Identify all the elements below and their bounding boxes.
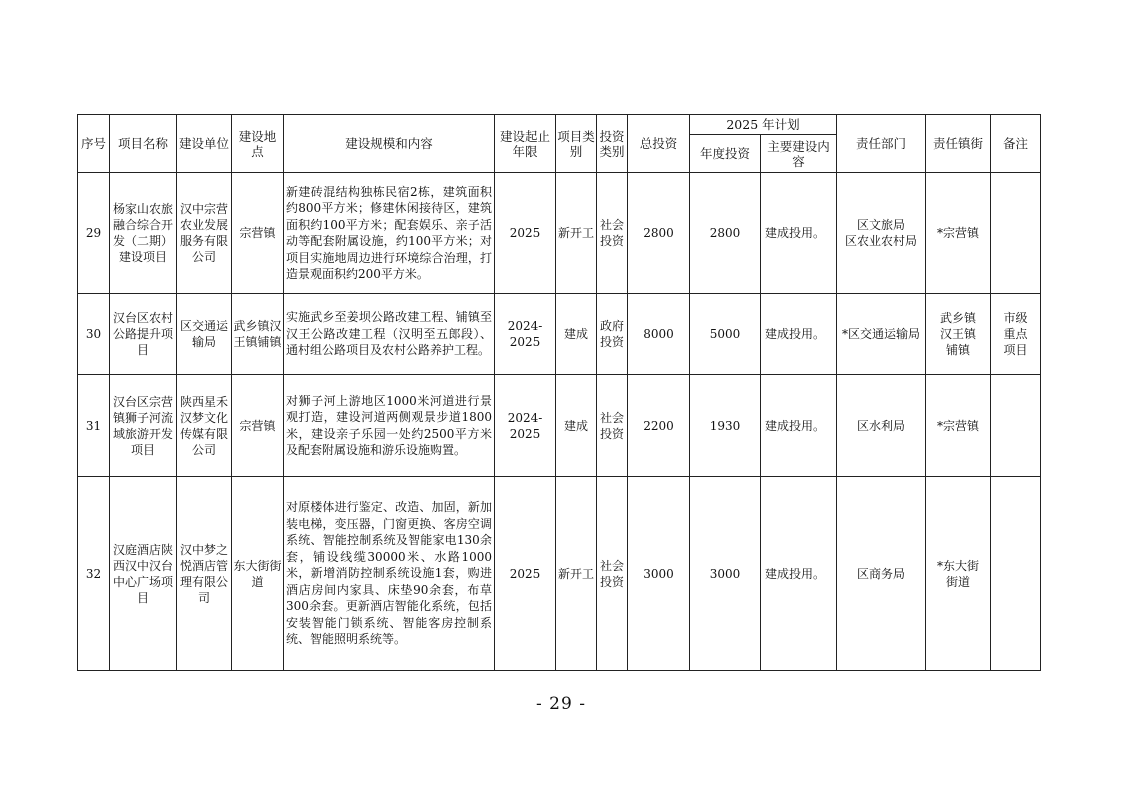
cell-main-content: 建成投用。 xyxy=(761,477,837,671)
header-scope: 建设规模和内容 xyxy=(284,115,495,173)
cell-period: 2025 xyxy=(495,173,556,294)
table-row xyxy=(78,294,1041,375)
cell-invest-type: 社会投资 xyxy=(597,375,628,477)
cell-dept: 区商务局 xyxy=(837,477,926,671)
cell-scope: 对狮子河上游地区1000米河道进行景观打造，建设河道两侧观景步道1800米，建设亲子乐园一处约2500平方米及配套附属设施和游乐设施购置。 xyxy=(284,375,495,477)
cell-category: 新开工 xyxy=(556,173,597,294)
cell-annual: 2800 xyxy=(690,173,761,294)
cell-location: 宗营镇 xyxy=(232,375,284,477)
cell-invest-type: 社会投资 xyxy=(597,477,628,671)
cell-remark xyxy=(991,173,1041,294)
header-unit: 建设单位 xyxy=(177,115,232,173)
page-number: - 29 - xyxy=(536,694,586,714)
cell-invest-type: 社会投资 xyxy=(597,173,628,294)
header-main-content: 主要建设内容 xyxy=(761,135,837,173)
header-invest-type: 投资类别 xyxy=(597,115,628,173)
header-total: 总投资 xyxy=(628,115,690,173)
header-remark: 备注 xyxy=(991,115,1041,173)
cell-seq: 31 xyxy=(78,375,110,477)
cell-annual: 3000 xyxy=(690,477,761,671)
cell-unit: 汉中梦之悦酒店管理有限公司 xyxy=(177,477,232,671)
cell-location: 武乡镇汉王镇铺镇 xyxy=(232,294,284,375)
cell-dept: 区文旅局 区农业农村局 xyxy=(837,173,926,294)
cell-street: *宗营镇 xyxy=(926,173,991,294)
project-table xyxy=(77,114,1041,671)
cell-street: *东大街 街道 xyxy=(926,477,991,671)
header-name: 项目名称 xyxy=(110,115,177,173)
header-annual: 年度投资 xyxy=(690,135,761,173)
table-row xyxy=(78,173,1041,294)
cell-name: 汉庭酒店陕西汉中汉台中心广场项目 xyxy=(110,477,177,671)
cell-unit: 陕西星禾汉梦文化传媒有限公司 xyxy=(177,375,232,477)
cell-name: 汉台区宗营镇狮子河流域旅游开发项目 xyxy=(110,375,177,477)
cell-dept: *区交通运输局 xyxy=(837,294,926,375)
cell-category: 建成 xyxy=(556,375,597,477)
table-row xyxy=(78,375,1041,477)
cell-location: 宗营镇 xyxy=(232,173,284,294)
header-period: 建设起止年限 xyxy=(495,115,556,173)
cell-invest-type: 政府投资 xyxy=(597,294,628,375)
cell-main-content: 建成投用。 xyxy=(761,173,837,294)
cell-period: 2024-2025 xyxy=(495,294,556,375)
cell-remark xyxy=(991,477,1041,671)
cell-location: 东大街街道 xyxy=(232,477,284,671)
cell-seq: 29 xyxy=(78,173,110,294)
cell-main-content: 建成投用。 xyxy=(761,375,837,477)
cell-scope: 实施武乡至姜坝公路改建工程、铺镇至汉王公路改建工程（汉明至五郎段）、通村组公路项目及农村公路养护工程。 xyxy=(284,294,495,375)
cell-street: 武乡镇 汉王镇 铺镇 xyxy=(926,294,991,375)
cell-total: 2200 xyxy=(628,375,690,477)
cell-remark xyxy=(991,375,1041,477)
header-seq: 序号 xyxy=(78,115,110,173)
header-location: 建设地点 xyxy=(232,115,284,173)
header-street: 责任镇街 xyxy=(926,115,991,173)
cell-dept: 区水利局 xyxy=(837,375,926,477)
cell-unit: 汉中宗营农业发展服务有限公司 xyxy=(177,173,232,294)
cell-period: 2024-2025 xyxy=(495,375,556,477)
cell-main-content: 建成投用。 xyxy=(761,294,837,375)
cell-annual: 5000 xyxy=(690,294,761,375)
cell-scope: 新建砖混结构独栋民宿2栋，建筑面积约800平方米；修建休闲接待区，建筑面积约100平方米；配套娱乐、亲子活动等配套附属设施，约100平方米；对项目实施地周边进行环境综合治理，打造景观面积约200平方米。 xyxy=(284,173,495,294)
cell-scope: 对原楼体进行鉴定、改造、加固，新加装电梯，变压器，门窗更换、客房空调系统、智能控制系统及智能家电130余套，铺设线缆30000米、水路1000米，新增消防控制系统设施1套，购进酒店房间内家具、床垫90余套，布草300余套。更新酒店智能化系统，包括安装智能门锁系统、智能客房控制系统、智能照明系统等。 xyxy=(284,477,495,671)
cell-seq: 30 xyxy=(78,294,110,375)
cell-total: 8000 xyxy=(628,294,690,375)
table-row xyxy=(78,477,1041,671)
header-dept: 责任部门 xyxy=(837,115,926,173)
cell-remark: 市级 重点 项目 xyxy=(991,294,1041,375)
header-category: 项目类别 xyxy=(556,115,597,173)
cell-period: 2025 xyxy=(495,477,556,671)
cell-name: 杨家山农旅融合综合开发（二期）建设项目 xyxy=(110,173,177,294)
cell-total: 3000 xyxy=(628,477,690,671)
cell-name: 汉台区农村公路提升项目 xyxy=(110,294,177,375)
header-plan-2025: 2025 年计划 xyxy=(690,115,837,135)
cell-street: *宗营镇 xyxy=(926,375,991,477)
cell-seq: 32 xyxy=(78,477,110,671)
cell-total: 2800 xyxy=(628,173,690,294)
cell-unit: 区交通运输局 xyxy=(177,294,232,375)
cell-category: 建成 xyxy=(556,294,597,375)
cell-annual: 1930 xyxy=(690,375,761,477)
cell-category: 新开工 xyxy=(556,477,597,671)
